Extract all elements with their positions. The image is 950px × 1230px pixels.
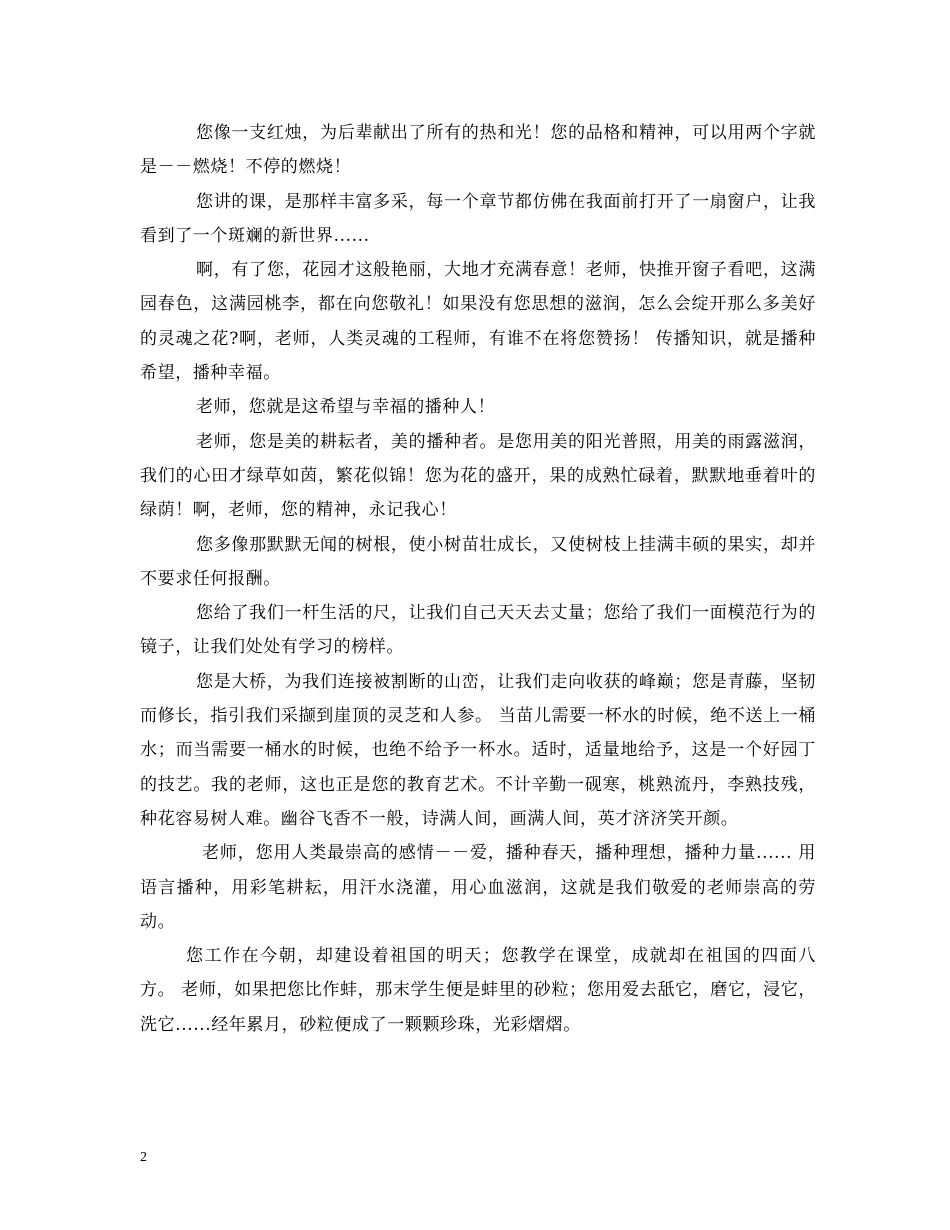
paragraph-5: 老师，您是美的耕耘者，美的播种者。是您用美的阳光普照，用美的雨露滋润，我们的心田才绿草如茵，繁花似锦！您为花的盛开，果的成熟忙碌着，默默地垂着叶的绿荫！啊，老师，您的精神，永记我心！ [140,431,816,521]
paragraph-2: 您讲的课，是那样丰富多采，每一个章节都仿佛在我面前打开了一扇窗户，让我看到了一个斑斓的新世界...... [140,191,816,246]
page-number: 2 [140,1150,147,1165]
paragraph-8: 您是大桥，为我们连接被割断的山峦，让我们走向收获的峰巅；您是青藤，坚韧而修长，指引我们采撷到崖顶的灵芝和人参。 当苗儿需要一杯水的时候，绝不送上一桶水；而当需要一桶水的时候，也绝不给予一杯水。适时，适量地给予，这是一个好园丁的技艺。我的老师，这也正是您的教育艺术。不计辛勤一砚寒，桃熟流丹，李熟技残，种花容易树人难。幽谷飞香不一般，诗满人间，画满人间，英才济济笑开颜。 [140,671,816,829]
paragraph-4: 老师，您就是这希望与幸福的播种人！ [196,397,496,418]
paragraph-9: 老师，您用人类最崇高的感情－－爱，播种春天，播种理想，播种力量...... 用语言播种，用彩笔耕耘，用汗水浇灌，用心血滋润，这就是我们敬爱的老师崇高的劳动。 [140,843,816,932]
paragraph-10: 您工作在今朝，却建设着祖国的明天；您教学在课堂，成就却在祖国的四面八方。 老师，如果把您比作蚌，那末学生便是蚌里的砂粒；您用爱去舐它，磨它，浸它，洗它......经年累月，砂粒便成了一颗颗珍珠，光彩熠熠。 [140,946,816,1035]
document-body [140,116,816,1042]
paragraph-7: 您给了我们一杆生活的尺，让我们自己天天去丈量；您给了我们一面模范行为的镜子，让我们处处有学习的榜样。 [140,603,816,658]
paragraph-6: 您多像那默默无闻的树根，使小树苗壮成长，又使树枝上挂满丰硕的果实，却并不要求任何报酬。 [140,534,816,589]
paragraph-1: 您像一支红烛，为后辈献出了所有的热和光！您的品格和精神，可以用两个字就是－－燃烧！不停的燃烧！ [140,123,816,178]
paragraph-3: 啊，有了您，花园才这般艳丽，大地才充满春意！老师，快推开窗子看吧，这满园春色，这满园桃李，都在向您敬礼！如果没有您思想的滋润，怎么会绽开那么多美好的灵魂之花?啊，老师，人类灵魂的工程师，有谁不在将您赞扬！ 传播知识，就是播种希望，播种幸福。 [140,260,816,384]
